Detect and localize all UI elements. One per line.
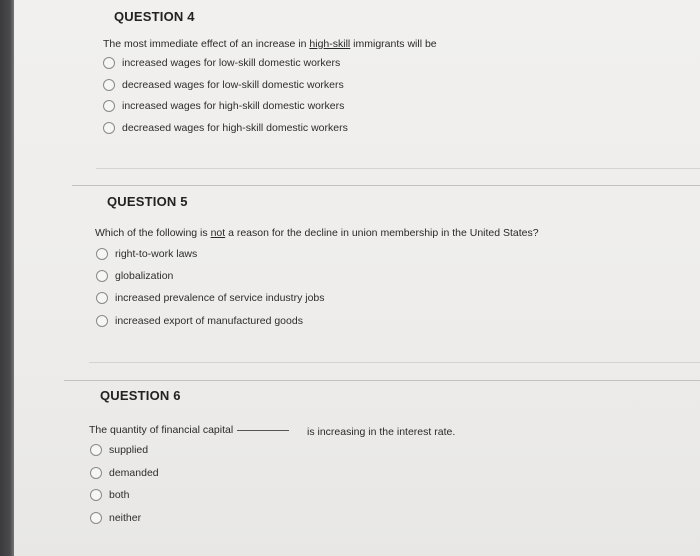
radio-button[interactable] xyxy=(90,512,102,524)
radio-button[interactable] xyxy=(103,122,115,134)
option-label: increased export of manufactured goods xyxy=(115,315,303,327)
option-label: globalization xyxy=(115,270,174,282)
question-6-prompt-start: The quantity of financial capital xyxy=(89,424,234,436)
question-5-title: QUESTION 5 xyxy=(107,194,188,209)
question-4-option-4[interactable] xyxy=(103,122,348,134)
option-label: demanded xyxy=(109,467,159,479)
option-label: both xyxy=(109,489,130,501)
radio-button[interactable] xyxy=(103,57,115,69)
option-label: supplied xyxy=(109,444,149,456)
radio-button[interactable] xyxy=(96,270,108,282)
quiz-page xyxy=(14,0,700,556)
radio-button[interactable] xyxy=(103,100,115,112)
question-5-option-1[interactable] xyxy=(96,248,197,260)
question-5-option-4[interactable] xyxy=(96,315,303,327)
question-5-prompt-emphasis: not xyxy=(210,227,226,239)
section-separator xyxy=(72,185,700,186)
radio-button[interactable] xyxy=(96,292,108,304)
section-separator xyxy=(64,380,700,381)
option-label: increased wages for high-skill domestic workers xyxy=(122,100,345,112)
option-label: right-to-work laws xyxy=(115,248,198,260)
option-label: neither xyxy=(109,512,142,524)
question-6-option-3[interactable] xyxy=(90,489,129,501)
question-4-prompt xyxy=(103,38,437,50)
question-6-prompt xyxy=(89,424,293,436)
question-5-option-3[interactable] xyxy=(96,292,325,304)
radio-button[interactable] xyxy=(96,315,108,327)
radio-button[interactable] xyxy=(90,444,102,456)
question-5-prompt xyxy=(95,227,539,239)
option-label: increased prevalence of service industry jobs xyxy=(115,292,325,304)
question-6-option-1[interactable] xyxy=(90,444,148,456)
radio-button[interactable] xyxy=(96,248,108,260)
question-5-option-2[interactable] xyxy=(96,270,173,282)
fill-in-blank xyxy=(237,430,289,431)
option-label: decreased wages for high-skill domestic workers xyxy=(122,122,348,134)
question-6-prompt-end: is increasing in the interest rate. xyxy=(307,426,456,438)
radio-button[interactable] xyxy=(90,489,102,501)
option-label: increased wages for low-skill domestic workers xyxy=(122,57,341,69)
divider xyxy=(89,362,700,363)
radio-button[interactable] xyxy=(103,79,115,91)
question-6-option-4[interactable] xyxy=(90,512,141,524)
question-4-option-3[interactable] xyxy=(103,100,344,112)
question-6-option-2[interactable] xyxy=(90,467,159,479)
option-label: decreased wages for low-skill domestic workers xyxy=(122,79,344,91)
question-4-option-2[interactable] xyxy=(103,79,344,91)
question-4-prompt-start: The most immediate effect of an increase in xyxy=(103,38,310,50)
question-6-title: QUESTION 6 xyxy=(100,388,181,403)
question-4-title: QUESTION 4 xyxy=(114,9,195,24)
question-5-prompt-end: a reason for the decline in union membership in the United States? xyxy=(225,227,539,239)
radio-button[interactable] xyxy=(90,467,102,479)
question-4-option-1[interactable] xyxy=(103,57,340,69)
question-4-prompt-emphasis: high-skill xyxy=(309,38,351,50)
question-5-prompt-start: Which of the following is xyxy=(95,227,211,239)
divider xyxy=(96,168,700,169)
question-4-prompt-end: immigrants will be xyxy=(350,38,437,50)
